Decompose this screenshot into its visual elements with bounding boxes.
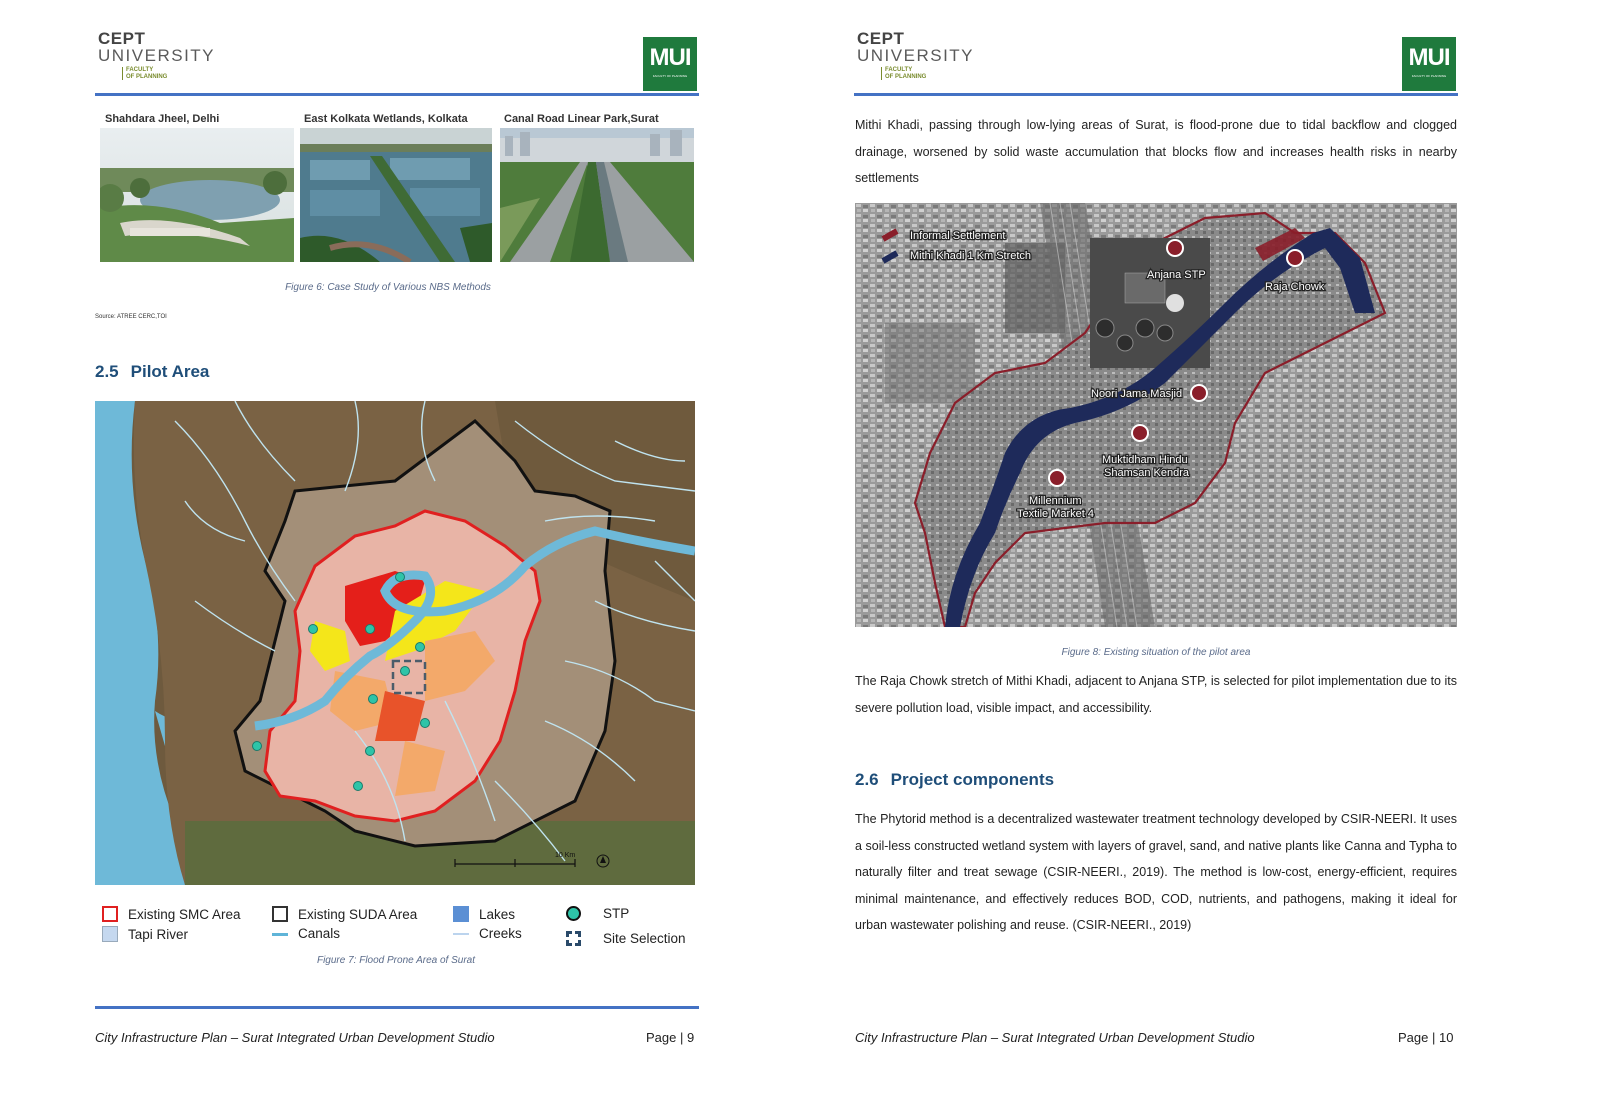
footer-page-number: Page | 10 xyxy=(1398,1030,1454,1045)
legend-stp-label: STP xyxy=(603,906,630,921)
legend-creeks xyxy=(453,926,522,941)
legend-tapi xyxy=(102,926,188,942)
legend-smc-swatch xyxy=(102,906,118,922)
photo-caption-kolkata: East Kolkata Wetlands, Kolkata xyxy=(304,113,468,125)
cept-logo-line2: UNIVERSITY xyxy=(857,46,975,65)
map-legend-stretch: Mithi Khadi 1 Km Stretch xyxy=(910,250,1032,262)
section-title: Pilot Area xyxy=(130,362,210,381)
photo-caption-shahdara: Shahdara Jheel, Delhi xyxy=(105,113,220,125)
map-label-anjana-stp: Anjana STP xyxy=(1147,269,1206,281)
map-label-millennium-2: Textile Market 4 xyxy=(1017,508,1095,520)
cept-logo-line1: CEPT xyxy=(98,29,146,48)
legend-smc-label: Existing SMC Area xyxy=(128,906,241,922)
mui-logo-text: MUI xyxy=(649,44,691,71)
photo-shahdara-jheel xyxy=(100,128,294,262)
legend-site-swatch xyxy=(566,931,581,946)
footer-page-number: Page | 9 xyxy=(646,1030,695,1045)
footer-title: City Infrastructure Plan – Surat Integrated Urban Development Studio xyxy=(855,1030,1255,1045)
cept-logo-faculty-1: FACULTY xyxy=(126,67,154,73)
cept-logo xyxy=(98,30,215,80)
cept-logo-faculty xyxy=(122,67,215,80)
legend-creeks-label: Creeks xyxy=(479,926,522,941)
map-label-millennium-1: Millennium xyxy=(1029,495,1082,507)
mui-logo xyxy=(643,37,697,91)
mui-logo-sub: FACULTY OF PLANNING xyxy=(1411,74,1447,78)
photo-canal-road-linear-park xyxy=(500,128,694,262)
map-label-muktidham-2: Shamsan Kendra xyxy=(1104,467,1189,479)
section-number: 2.5 xyxy=(95,362,119,381)
section-2-6-heading xyxy=(855,770,1054,790)
photo-caption-surat: Canal Road Linear Park,Surat xyxy=(504,113,659,125)
legend-lakes-label: Lakes xyxy=(479,906,516,922)
legend-canals xyxy=(272,926,340,941)
section-number: 2.6 xyxy=(855,770,879,789)
mui-logo xyxy=(1402,37,1456,91)
cept-logo-line2: UNIVERSITY xyxy=(98,46,216,65)
legend-site-label: Site Selection xyxy=(603,931,686,946)
footer-title: City Infrastructure Plan – Surat Integrated Urban Development Studio xyxy=(95,1030,495,1045)
legend-site xyxy=(566,931,686,946)
map-label-raja-chowk: Raja Chowk xyxy=(1265,281,1325,293)
map-label-noori-jama-masjid: Noori Jama Masjid xyxy=(1091,388,1183,400)
cept-logo-faculty-2: OF PLANNING xyxy=(126,73,168,80)
figure-6-caption: Figure 6: Case Study of Various NBS Methods xyxy=(285,282,491,293)
pilot-area-aerial-map xyxy=(855,203,1457,627)
flood-prone-map xyxy=(95,401,695,885)
legend-stp-swatch xyxy=(566,906,581,921)
cept-logo-faculty-1: FACULTY xyxy=(885,67,913,73)
raja-chowk-text: The Raja Chowk stretch of Mithi Khadi, adjacent to Anjana STP, is selected for pilot implementation due to its severe pollution load, visible impact, and accessibility. xyxy=(855,674,1457,715)
cept-logo-faculty xyxy=(881,67,974,80)
photo-east-kolkata-wetlands xyxy=(300,128,492,262)
section-2-5-heading xyxy=(95,362,209,382)
mithi-khadi-intro-text: Mithi Khadi, passing through low-lying areas of Surat, is flood-prone due to tidal backflow and clogged drainage, worsened by solid waste accumulation that blocks flow and increases health risks in nearby settlements xyxy=(855,118,1457,185)
legend-stp xyxy=(566,906,629,921)
figure-8-caption: Figure 8: Existing situation of the pilot area xyxy=(1061,647,1251,658)
cept-logo-line1: CEPT xyxy=(857,29,905,48)
section-title: Project components xyxy=(890,770,1055,789)
map-scale-label: 10 Km xyxy=(555,852,576,859)
figure-7-caption: Figure 7: Flood Prone Area of Surat xyxy=(316,955,476,966)
legend-suda-swatch xyxy=(272,906,288,922)
legend-creeks-swatch xyxy=(453,933,469,935)
page-10 xyxy=(760,0,1600,1119)
legend-suda-label: Existing SUDA Area xyxy=(298,906,418,922)
legend-canals-label: Canals xyxy=(298,926,341,941)
mui-logo-text: MUI xyxy=(1408,44,1450,71)
legend-lakes-swatch xyxy=(453,906,469,922)
legend-smc xyxy=(102,906,241,922)
figure-6-source: Source: ATREE CERC,TOI xyxy=(95,314,167,320)
legend-canals-swatch xyxy=(272,933,288,936)
legend-tapi-swatch xyxy=(102,926,118,942)
cept-logo xyxy=(857,30,974,80)
map-legend-informal: Informal Settlement xyxy=(910,230,1006,242)
map-label-muktidham-1: Muktidham Hindu xyxy=(1102,454,1188,466)
legend-lakes xyxy=(453,906,515,922)
cept-logo-faculty-2: OF PLANNING xyxy=(885,73,927,80)
legend-suda xyxy=(272,906,417,922)
legend-tapi-label: Tapi River xyxy=(128,926,189,942)
header-rule xyxy=(95,93,699,96)
footer-rule xyxy=(95,1006,699,1009)
mui-logo-sub: FACULTY OF PLANNING xyxy=(652,74,688,78)
phytorid-method-text: The Phytorid method is a decentralized wastewater treatment technology developed by CSIR-NEERI. It uses a soil-less constructed wetland system with layers of gravel, sand, and native plants like Canna and Typha to naturally filter and treat sewage (CSIR-NEERI., 2019). The method is low-cost, energy-efficient, requires minimal maintenance, and effectively reduces BOD, COD, nutrients, and pathogens, making it ideal for urban wastewater polishing and reuse. (CSIR-NEERI., 2019) xyxy=(855,812,1457,932)
header-rule xyxy=(854,93,1458,96)
